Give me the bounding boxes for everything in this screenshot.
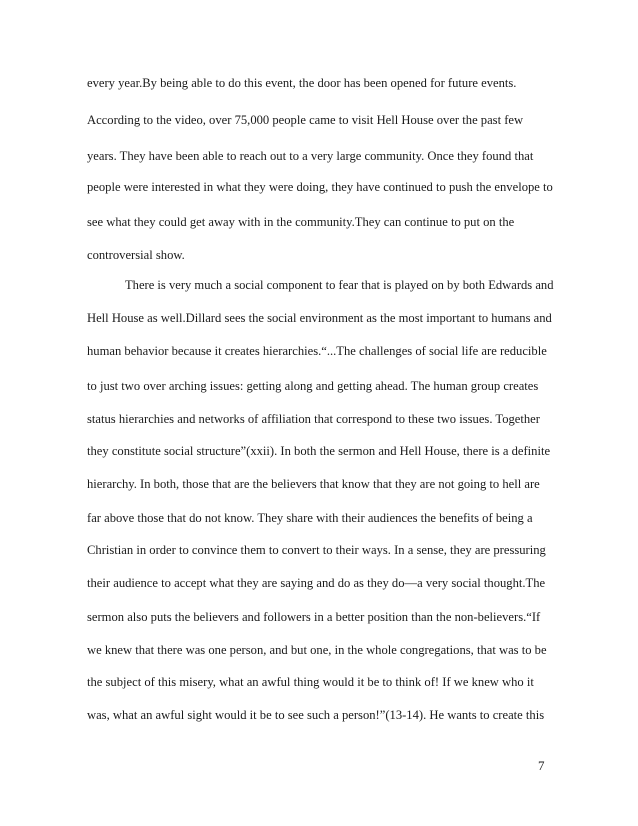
text-line: we knew that there was one person, and but one, in the whole congregations, that was to be	[87, 643, 547, 657]
text-line: human behavior because it creates hierarchies.“...The challenges of social life are reducible	[87, 344, 547, 358]
text-line: people were interested in what they were doing, they have continued to push the envelope to	[87, 180, 553, 194]
text-line: the subject of this misery, what an awful thing would it be to think of! If we knew who it	[87, 675, 534, 689]
page-number: 7	[538, 758, 545, 773]
text-line: far above those that do not know. They share with their audiences the benefits of being a	[87, 511, 533, 525]
text-line: According to the video, over 75,000 people came to visit Hell House over the past few	[87, 113, 524, 127]
text-line: sermon also puts the believers and followers in a better position than the non-believers.“If	[87, 610, 541, 624]
text-line: every year.By being able to do this event, the door has been opened for future events.	[87, 76, 517, 90]
text-line: was, what an awful sight would it be to see such a person!”(13-14). He wants to create this	[87, 708, 545, 722]
text-line: see what they could get away with in the community.They can continue to put on the	[87, 215, 515, 229]
text-line: to just two over arching issues: getting along and getting ahead. The human group creates	[87, 379, 539, 393]
text-line: years. They have been able to reach out to a very large community. Once they found that	[87, 149, 534, 163]
text-line: status hierarchies and networks of affiliation that correspond to these two issues. Together	[87, 412, 540, 426]
paragraph-first-line: There is very much a social component to fear that is played on by both Edwards and	[125, 278, 554, 292]
text-line: hierarchy. In both, those that are the believers that know that they are not going to hell are	[87, 477, 540, 491]
text-line: Hell House as well.Dillard sees the social environment as the most important to humans and	[87, 311, 552, 325]
text-line: controversial show.	[87, 248, 185, 262]
text-line: they constitute social structure”(xxii). In both the sermon and Hell House, there is a definite	[87, 444, 551, 458]
text-line: their audience to accept what they are saying and do as they do—a very social thought.The	[87, 576, 546, 590]
text-line: Christian in order to convince them to convert to their ways. In a sense, they are pressuring	[87, 543, 546, 557]
